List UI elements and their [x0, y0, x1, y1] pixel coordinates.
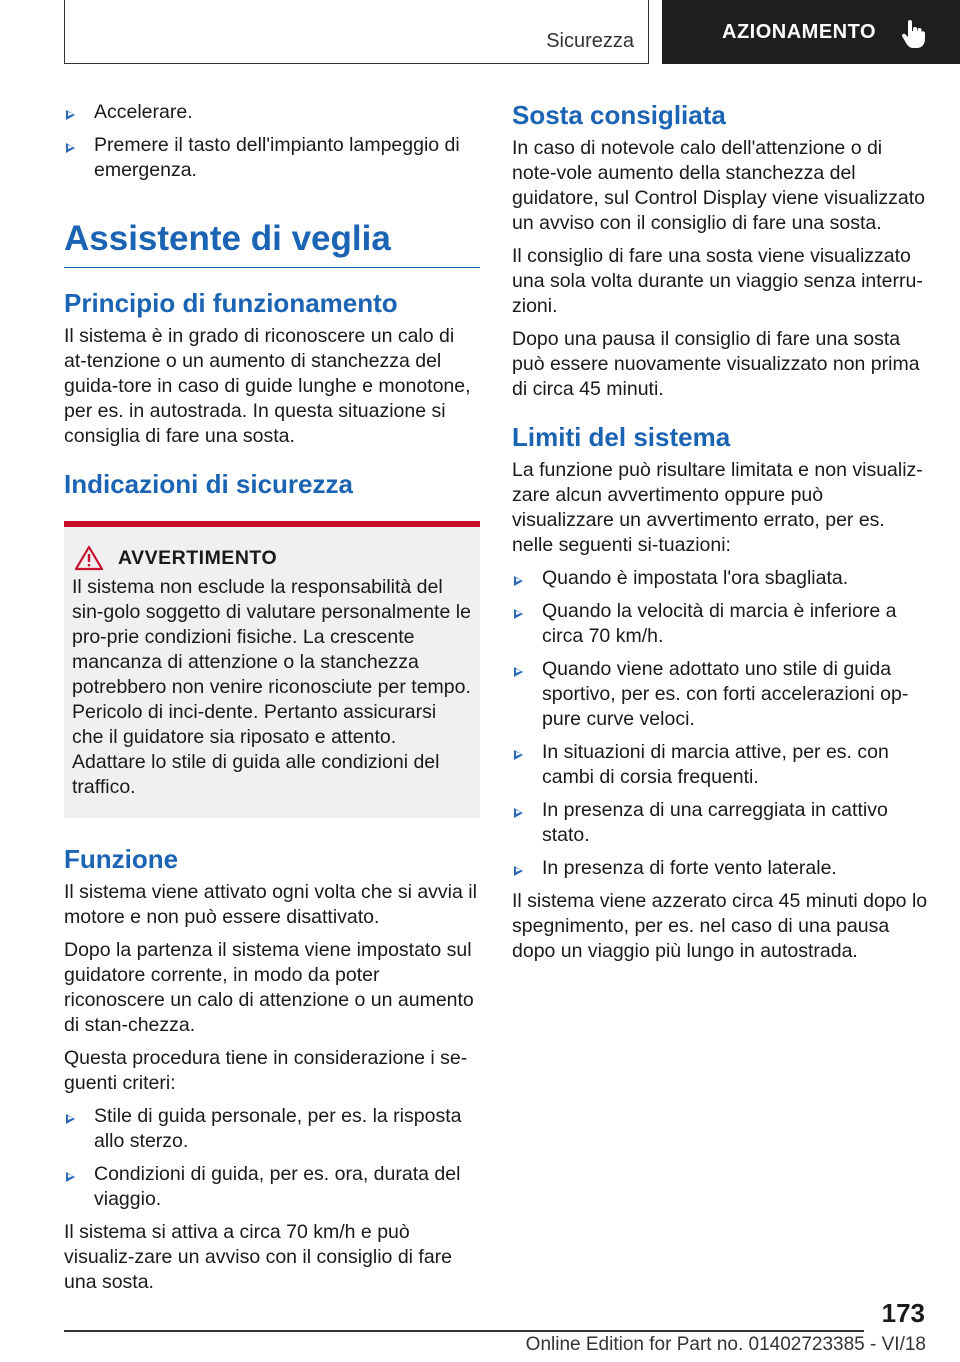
sosta-heading: Sosta consigliata — [512, 100, 726, 130]
footer-edition: Online Edition for Part no. 01402723385 - VI/18 — [525, 1334, 926, 1355]
triangle-bullet-icon — [66, 110, 75, 120]
list-item: Stile di guida personale, per es. la risposta allo sterzo. — [64, 1104, 480, 1154]
list-item: Accelerare. — [64, 100, 480, 125]
sosta-paragraph-2: Il consiglio di fare una sosta viene visualizzato una sola volta durante un viaggio senza interru-zioni. — [512, 245, 923, 317]
warning-title: AVVERTIMENTO — [118, 546, 278, 569]
warning-header — [72, 545, 472, 571]
limiti-paragraph-1: La funzione può risultare limitata e non visualiz-zare alcun avvertimento oppure può visualizzare un avvertimento errato, per es. nelle seguenti si-tuazioni: — [512, 459, 923, 556]
list-item: In presenza di forte vento laterale. — [512, 856, 928, 881]
triangle-bullet-icon — [66, 1172, 75, 1182]
triangle-bullet-icon — [514, 667, 523, 677]
triangle-bullet-icon — [514, 609, 523, 619]
triangle-bullet-icon — [514, 808, 523, 818]
sosta-paragraph-3: Dopo una pausa il consiglio di fare una sosta può essere nuovamente visualizzato non prima di circa 45 minuti. — [512, 328, 920, 400]
triangle-bullet-icon — [66, 1114, 75, 1124]
main-heading: Assistente di veglia — [64, 221, 480, 268]
limiti-list — [512, 566, 928, 881]
page-number: 173 — [881, 1298, 925, 1328]
list-item: Quando viene adottato uno stile di guida sportivo, per es. con forti accelerazioni op-pure curve veloci. — [512, 657, 928, 732]
limiti-paragraph-2: Il sistema viene azzerato circa 45 minuti dopo lo spegnimento, per es. nel caso di una pausa dopo un viaggio più lungo in autostrada. — [512, 890, 928, 962]
triangle-bullet-icon — [514, 866, 523, 876]
list-item: In presenza di una carreggiata in cattivo stato. — [512, 798, 928, 848]
warning-text: Il sistema non esclude la responsabilità del sin-golo soggetto di valutare personalmente le pro-prie condizioni fisiche. La crescente mancanza di attenzione o la stanchezza potrebbero non venire riconosciute per tempo. Pericolo di inci-dente. Pertanto assicurarsi che il guidatore sia riposato e attento. Adattare lo stile di guida alle condizioni del traffico. — [72, 576, 471, 798]
top-step-list — [64, 100, 480, 183]
list-item: Premere il tasto dell'impianto lampeggio di emergenza. — [64, 133, 480, 183]
triangle-bullet-icon — [514, 750, 523, 760]
header-chapter-tab — [662, 0, 960, 64]
list-item: In situazioni di marcia attive, per es. con cambi di corsia frequenti. — [512, 740, 928, 790]
list-item: Quando la velocità di marcia è inferiore a circa 70 km/h. — [512, 599, 928, 649]
limiti-heading: Limiti del sistema — [512, 422, 731, 452]
funzione-paragraph-4: Il sistema si attiva a circa 70 km/h e può visualiz-zare un avviso con il consiglio di fare una sosta. — [64, 1221, 453, 1293]
list-item: Condizioni di guida, per es. ora, durata del viaggio. — [64, 1162, 480, 1212]
funzione-paragraph-2: Dopo la partenza il sistema viene impostato sul guidatore corrente, in modo da poter riconoscere un calo di attenzione o un aumento di stan-chezza. — [64, 939, 474, 1036]
funzione-heading: Funzione — [64, 844, 179, 874]
pointing-hand-icon — [900, 20, 926, 48]
left-column — [64, 100, 480, 1303]
header-section-title: Sicurezza — [546, 30, 634, 52]
warning-triangle-icon — [74, 545, 104, 571]
right-column — [512, 100, 928, 972]
triangle-bullet-icon — [66, 143, 75, 153]
funzione-paragraph-3: Questa procedura tiene in considerazione i se-guenti criteri: — [64, 1047, 468, 1094]
list-item: Quando è impostata l'ora sbagliata. — [512, 566, 928, 591]
criteri-list — [64, 1104, 480, 1212]
principio-text: Il sistema è in grado di riconoscere un calo di at-tenzione o un aumento di stanchezza del guida-tore in caso di guide lunghe e monotone, per es. in autostrada. In questa situazione si consiglia di fare una sosta. — [64, 325, 471, 447]
funzione-paragraph-1: Il sistema viene attivato ogni volta che si avvia il motore e non può essere disattivato. — [64, 881, 477, 928]
principio-heading: Principio di funzionamento — [64, 288, 398, 318]
triangle-bullet-icon — [514, 576, 523, 586]
warning-box — [64, 521, 480, 818]
footer-divider — [64, 1330, 864, 1332]
header-chapter-title: AZIONAMENTO — [722, 20, 877, 43]
sosta-paragraph-1: In caso di notevole calo dell'attenzione o di note-vole aumento della stanchezza del guidatore, sul Control Display viene visualizzato un avviso con il consiglio di fare una sosta. — [512, 137, 925, 234]
sicurezza-heading: Indicazioni di sicurezza — [64, 469, 353, 499]
